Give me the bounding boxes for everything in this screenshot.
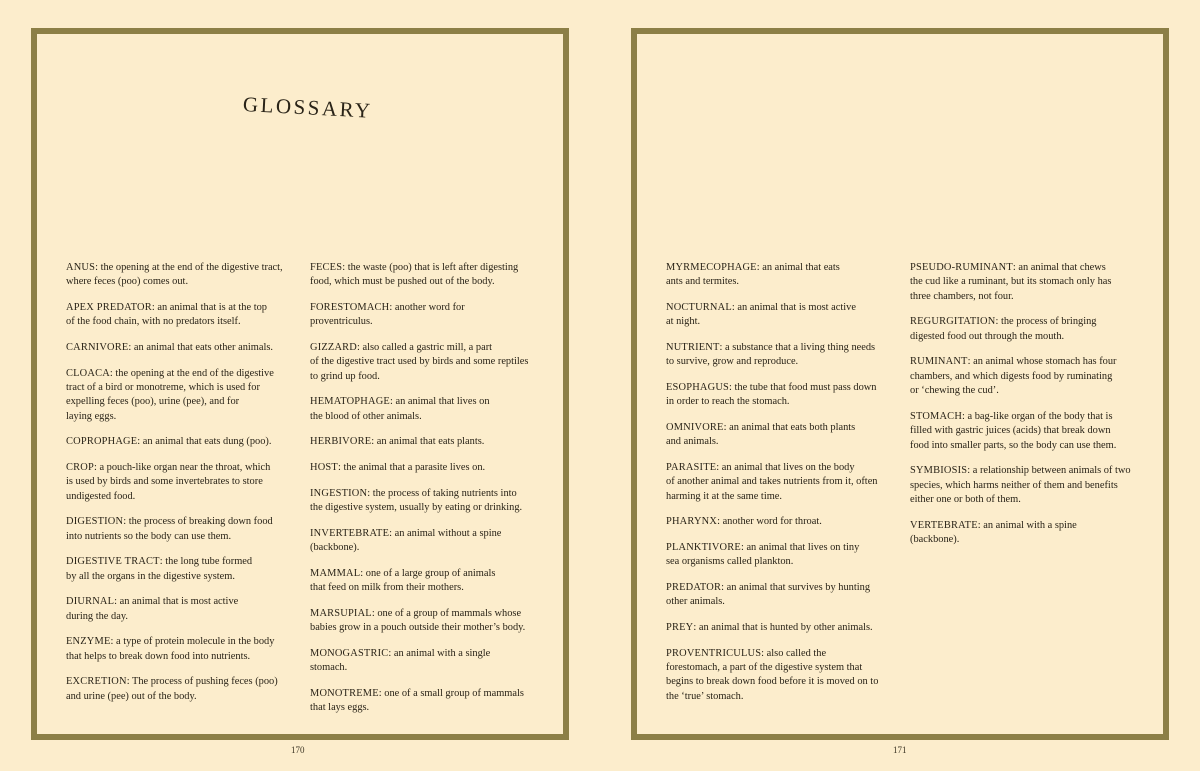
glossary-definition: another word for proventriculus. (310, 302, 465, 328)
glossary-entry (666, 647, 898, 705)
glossary-definition: the animal that a parasite lives on. (343, 462, 486, 473)
glossary-definition: a bag-like organ of the body that is filled with gastric juices (acids) that break down food into smaller parts, so the body can use them. (910, 410, 1117, 451)
glossary-definition: an animal without a spine (backbone). (310, 527, 502, 553)
glossary-definition: an animal that eats other animals. (133, 342, 273, 353)
glossary-column-4 (910, 261, 1142, 559)
glossary-term: FECES (310, 262, 343, 273)
glossary-term: SYMBIOSIS (910, 465, 968, 477)
glossary-term: MONOTREME (310, 687, 379, 699)
glossary-definition: the waste (poo) that is left after digesting food, which must be pushed out of the body. (310, 262, 519, 288)
glossary-entry (66, 367, 298, 425)
glossary-term: HEMATOPHAGE (310, 396, 390, 408)
glossary-entry (910, 464, 1142, 507)
glossary-term: APEX PREDATOR (66, 302, 152, 313)
glossary-term: MYRMECOPHAGE (666, 262, 757, 273)
glossary-entry (310, 341, 542, 384)
glossary-definition: one of a large group of animals that feed on milk from their mothers. (310, 567, 496, 593)
glossary-term: DIGESTIVE TRACT (66, 556, 160, 568)
term-separator: : (967, 465, 973, 477)
term-separator: : (159, 556, 166, 568)
glossary-entry (66, 341, 298, 355)
glossary-entry (310, 301, 542, 330)
term-separator: : (389, 396, 396, 408)
glossary-column-1 (66, 261, 298, 715)
glossary-definition: an animal that eats plants. (376, 436, 485, 448)
term-separator: : (367, 487, 373, 499)
glossary-term: PSEUDO-RUMINANT (910, 262, 1013, 273)
term-separator: : (126, 676, 132, 688)
term-separator: : (693, 622, 699, 633)
glossary-entry (666, 581, 898, 610)
glossary-term: CLOACA (66, 367, 110, 379)
glossary-term: DIURNAL (66, 596, 115, 608)
term-separator: : (114, 596, 120, 608)
term-separator: : (723, 422, 730, 433)
page-title: GLOSSARY (242, 92, 374, 123)
glossary-term: PREY (666, 622, 694, 633)
glossary-term: PLANKTIVORE (666, 542, 741, 553)
glossary-definition: an animal that lives on tiny sea organisms called plankton. (666, 542, 860, 568)
glossary-definition: the opening at the end of the digestive tract of a bird or monotreme, which is used for expelling feces (poo), urine (pee), and for laying eggs. (66, 367, 274, 422)
term-separator: : (371, 607, 378, 619)
glossary-term: INGESTION (310, 487, 368, 499)
glossary-entry (310, 435, 542, 449)
glossary-definition: a substance that a living thing needs to survive, grow and reproduce. (666, 342, 876, 368)
glossary-definition: an animal that eats ants and termites. (666, 262, 840, 288)
term-separator: : (756, 262, 763, 273)
glossary-definition: an animal that lives on the blood of other animals. (310, 396, 490, 422)
glossary-term: REGURGITATION (910, 316, 996, 328)
glossary-entry (910, 410, 1142, 453)
term-separator: : (123, 516, 129, 528)
term-separator: : (337, 462, 344, 473)
glossary-term: ESOPHAGUS (666, 382, 730, 393)
glossary-entry (666, 261, 898, 290)
term-separator: : (731, 302, 738, 313)
glossary-entry (66, 435, 298, 449)
term-separator: : (151, 302, 158, 313)
glossary-entry (310, 607, 542, 636)
term-separator: : (977, 519, 984, 531)
glossary-term: HERBIVORE (310, 436, 372, 448)
term-separator: : (719, 342, 726, 353)
glossary-entry (666, 381, 898, 410)
term-separator: : (360, 567, 366, 579)
glossary-entry (910, 315, 1142, 344)
glossary-definition: also called the forestomach, a part of the digestive system that begins to break down food before it is moved on to the ‘true’ stomach. (666, 647, 879, 702)
term-separator: : (388, 647, 394, 659)
glossary-entry (66, 261, 298, 290)
glossary-entry (66, 555, 298, 584)
glossary-entry (310, 567, 542, 596)
glossary-definition: the process of taking nutrients into the digestive system, usually by eating or drinking. (310, 487, 523, 513)
page-number-right: 171 (893, 745, 907, 755)
glossary-definition: the process of bringing digested food out through the mouth. (910, 316, 1097, 342)
glossary-term: NUTRIENT (666, 342, 720, 353)
glossary-entry (310, 647, 542, 676)
glossary-definition: an animal that eats dung (poo). (142, 436, 272, 448)
glossary-definition: another word for throat. (722, 516, 822, 528)
glossary-entry (66, 595, 298, 624)
glossary-definition: an animal that chews the cud like a ruminant, but its stomach only has three chambers, not four. (910, 262, 1112, 302)
glossary-term: PHARYNX (666, 516, 718, 528)
glossary-term: MARSUPIAL (310, 607, 372, 619)
term-separator: : (371, 436, 377, 448)
glossary-definition: one of a group of mammals whose babies grow in a pouch outside their mother’s body. (310, 607, 526, 633)
glossary-entry (666, 541, 898, 570)
glossary-term: NOCTURNAL (666, 302, 732, 313)
glossary-definition: an animal that eats both plants and animals. (666, 422, 856, 448)
glossary-entry (666, 341, 898, 370)
term-separator: : (128, 342, 134, 353)
glossary-entry (666, 461, 898, 504)
glossary-entry (310, 461, 542, 475)
glossary-entry (310, 687, 542, 716)
term-separator: : (342, 262, 348, 273)
glossary-definition: a relationship between animals of two species, which harms neither of them and benefits either one or both of them. (910, 465, 1131, 506)
glossary-definition: one of a small group of mammals that lays eggs. (310, 687, 524, 713)
glossary-term: COPROPHAGE (66, 436, 138, 448)
glossary-term: OMNIVORE (666, 422, 724, 433)
glossary-entry (66, 515, 298, 544)
term-separator: : (967, 356, 974, 368)
glossary-entry (66, 675, 298, 704)
term-separator: : (378, 687, 385, 699)
glossary-term: GIZZARD (310, 342, 357, 353)
glossary-entry (310, 527, 542, 556)
glossary-term: PROVENTRICULUS (666, 647, 762, 659)
glossary-entry (666, 421, 898, 450)
term-separator: : (389, 527, 395, 539)
glossary-entry (310, 487, 542, 516)
glossary-entry (310, 261, 542, 290)
glossary-term: ENZYME (66, 636, 111, 648)
glossary-definition: the long tube formed by all the organs in the digestive system. (66, 556, 253, 582)
glossary-term: RUMINANT (910, 356, 968, 368)
glossary-term: CROP (66, 462, 94, 473)
term-separator: : (95, 262, 101, 273)
glossary-entry (666, 621, 898, 635)
glossary-definition: an animal that survives by hunting other animals. (666, 582, 871, 608)
glossary-entry (910, 261, 1142, 304)
term-separator: : (110, 636, 116, 648)
glossary-definition: an animal that is at the top of the food chain, with no predators itself. (66, 302, 267, 328)
glossary-entry (666, 515, 898, 529)
glossary-term: FORESTOMACH (310, 302, 390, 313)
term-separator: : (357, 342, 363, 353)
glossary-definition: a pouch-like organ near the throat, which is used by birds and some invertebrates to store undigested food. (66, 462, 271, 502)
term-separator: : (761, 647, 767, 659)
glossary-column-2 (310, 261, 542, 727)
term-separator: : (1012, 262, 1019, 273)
glossary-term: HOST (310, 462, 338, 473)
glossary-definition: an animal whose stomach has four chambers, and which digests food by ruminating or ‘chewing the cud’. (910, 356, 1117, 397)
term-separator: : (389, 302, 395, 313)
glossary-definition: an animal with a single stomach. (310, 647, 491, 673)
glossary-definition: the opening at the end of the digestive tract, where feces (poo) comes out. (66, 262, 283, 288)
glossary-term: DIGESTION (66, 516, 124, 528)
glossary-definition: an animal that is most active at night. (666, 302, 856, 328)
glossary-term: MONOGASTRIC (310, 647, 389, 659)
glossary-definition: The process of pushing feces (poo) and urine (pee) out of the body. (66, 676, 278, 702)
term-separator: : (137, 436, 143, 448)
term-separator: : (995, 316, 1001, 328)
term-separator: : (716, 462, 722, 473)
glossary-definition: a type of protein molecule in the body that helps to break down food into nutrients. (66, 636, 275, 662)
glossary-term: VERTEBRATE (910, 519, 978, 531)
glossary-entry (66, 461, 298, 504)
glossary-definition: an animal that is hunted by other animals. (698, 622, 873, 633)
page-number-left: 170 (291, 745, 305, 755)
glossary-term: CARNIVORE (66, 342, 129, 353)
glossary-entry (910, 355, 1142, 398)
glossary-term: PREDATOR (666, 582, 722, 593)
term-separator: : (93, 462, 100, 473)
glossary-term: STOMACH (910, 410, 963, 422)
glossary-entry (66, 635, 298, 664)
term-separator: : (740, 542, 747, 553)
glossary-entry (66, 301, 298, 330)
glossary-definition: also called a gastric mill, a part of the digestive tract used by birds and some reptiles to grind up food. (310, 342, 529, 382)
glossary-entry (666, 301, 898, 330)
term-separator: : (721, 582, 727, 593)
glossary-definition: an animal with a spine (backbone). (910, 519, 1077, 546)
glossary-definition: an animal that is most active during the day. (66, 596, 239, 622)
glossary-entry (910, 519, 1142, 548)
glossary-term: PARASITE (666, 462, 717, 473)
glossary-definition: an animal that lives on the body of another animal and takes nutrients from it, often harming it at the same time. (666, 462, 878, 502)
term-separator: : (962, 410, 968, 422)
term-separator: : (717, 516, 723, 528)
glossary-term: ANUS (66, 262, 96, 273)
glossary-term: MAMMAL (310, 567, 361, 579)
glossary-definition: the process of breaking down food into nutrients so the body can use them. (66, 516, 273, 542)
term-separator: : (109, 367, 116, 379)
glossary-definition: the tube that food must pass down in order to reach the stomach. (666, 382, 877, 408)
glossary-column-3 (666, 261, 898, 715)
glossary-term: EXCRETION (66, 676, 127, 688)
term-separator: : (729, 382, 735, 393)
glossary-term: INVERTEBRATE (310, 527, 390, 539)
glossary-entry (310, 395, 542, 424)
